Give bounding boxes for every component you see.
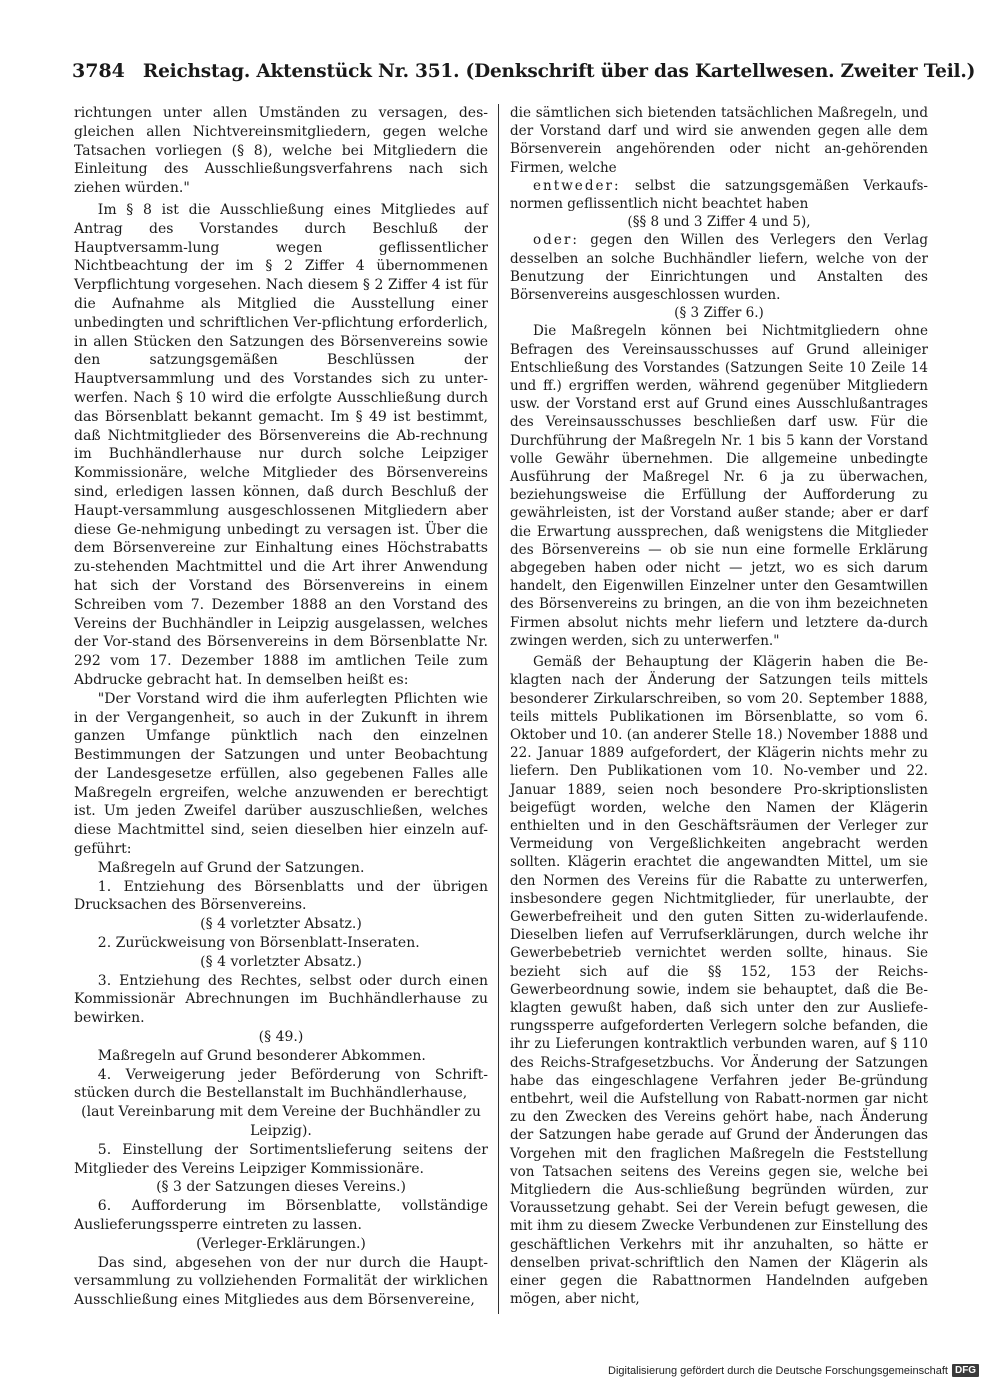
paragraph (510, 213, 928, 231)
paragraph (74, 1141, 488, 1179)
paragraph (510, 104, 928, 177)
paragraph (74, 1066, 488, 1104)
paragraph-text: (§ 4 vorletzter Absatz.) (200, 953, 362, 970)
paragraph (74, 878, 488, 916)
running-title: Reichstag. Aktenstück Nr. 351. (Denkschrift über das Kartellwesen. Zweiter Teil.) (142, 61, 976, 82)
page-number: 3784 (72, 60, 125, 82)
paragraph-text: Die Maßregeln können bei Nichtmitgliedern ohne Befragen des Vereinsausschusses auf Grund alleiniger Entschließung des Vorstandes (Satzungen Seite 10 Zeile 14 und ff.) ergriffen werden, während gegenüber Mitgliedern usw. der Vorstand erst auf Grund eines Ausschlußantrages des Vereinsausschusses beschließen darf usw. Für die Durchführung der Maßregeln Nr. 1 bis 5 kann der Vorstand volle Gewähr übernehmen. Die allgemeine unbedingte Ausführung der Maßregel Nr. 6 ja zu überwachen, beziehungsweise die Erfüllung der Aufforderung zu gewährleisten, ist der Vorstand außer stande; aber er darf die Erwartung aussprechen, daß wenigstens die Mitglieder des Börsenvereins — ob sie nun eine formelle Erklärung abgegeben haben oder nicht — jetzt, wo es sich darum handelt, den Eigenwillen Einzelner unter den Gesamtwillen des Börsenvereins zu bringen, an die von ihm bezeichneten Firmen absolut nichts mehr liefern und letztere da-durch zwingen werden, sich zu unterwerfen." (510, 323, 928, 649)
paragraph-text: (§ 3 Ziffer 6.) (674, 305, 764, 322)
paragraph (74, 1028, 488, 1047)
paragraph-text: richtungen unter allen Umständen zu versagen, des-gleichen allen Nichtvereinsmitgliedern, gegen welche Tatsachen vorliegen (§ 8), welche bei Mitgliedern die Einleitung des Ausschließungsverfahrens nach sich ziehen würden." (74, 105, 488, 197)
paragraph (74, 1254, 488, 1310)
paragraph (74, 1103, 488, 1141)
paragraph (74, 1197, 488, 1235)
paragraph-text: (§§ 8 und 3 Ziffer 4 und 5), (627, 214, 811, 231)
paragraph-text: 3. Entziehung des Rechtes, selbst oder durch einen Kommissionär Abrechnungen im Buchhändlerhause zu bewirken. (74, 972, 488, 1027)
paragraph-text: Maßregeln auf Grund besonderer Abkommen. (97, 1047, 426, 1064)
paragraph (74, 1178, 488, 1197)
paragraph-text: die sämtlichen sich bietenden tatsächlichen Maßregeln, und der Vorstand darf und wird sie anwenden gegen alle dem Börsenverein angehörenden oder nicht an-gehörenden Firmen, welche (510, 105, 928, 176)
paragraph (74, 201, 488, 690)
paragraph-text: 2. Zurückweisung von Börsenblatt-Inseraten. (97, 935, 420, 952)
left-column (74, 104, 488, 1310)
paragraph-text: (Verleger-Erklärungen.) (196, 1235, 366, 1252)
paragraph-text: (§ 4 vorletzter Absatz.) (200, 916, 362, 933)
paragraph-lead: oder: (533, 232, 579, 249)
paragraph-text: "Der Vorstand wird die ihm auferlegten Pflichten wie in der Vergangenheit, so auch in der Zukunft in ihrem ganzen Umfange pünktlich nach den einzelnen Bestimmungen der Satzungen und unter Beobachtung der Landesgesetze erfüllen, also gegebenen Falles alle Maßregeln ergreifen, welche anzuwenden er berechtigt ist. Um jeden Zweifel darüber auszuschließen, welches diese Machtmittel sind, seien dieselben hier einzeln auf-geführt: (74, 690, 488, 858)
credit-text: Digitalisierung gefördert durch die Deutsche Forschungsgemeinschaft (608, 1364, 948, 1377)
paragraph (510, 322, 928, 650)
column-divider (498, 104, 499, 1314)
paragraph-text: 1. Entziehung des Börsenblatts und der übrigen Drucksachen des Börsenvereins. (74, 878, 488, 914)
paragraph-text: (§ 3 der Satzungen dieses Vereins.) (156, 1179, 406, 1196)
paragraph (74, 934, 488, 953)
paragraph (510, 177, 928, 213)
paragraph-text: 4. Verweigerung jeder Beförderung von Schrift-stücken durch die Bestellanstalt im Buchhändlerhause, (74, 1066, 488, 1102)
paragraph-text: 5. Einstellung der Sortimentslieferung seitens der Mitglieder des Vereins Leipziger Kommissionäre. (74, 1141, 488, 1177)
paragraph-text: Maßregeln auf Grund der Satzungen. (97, 859, 365, 876)
paragraph-text: Im § 8 ist die Ausschließung eines Mitgliedes auf Antrag des Vorstandes durch Beschluß der Hauptversamm-lung wegen geflissentlicher Nichtbeachtung der im § 2 Ziffer 4 übernommenen Verpflichtung vorgesehen. Nach diesem § 2 Ziffer 4 ist für die Aufnahme als Mitglied die Ausstellung einer unbedingten und schriftlichen Ver-pflichtung erforderlich, in allen Stücken den Satzungen des Börsenvereins sowie den satzungsgemäßen Beschlüssen der Hauptversammlung und des Vorstandes sich zu unter-werfen. Nach § 10 wird die erfolgte Ausschließung durch das Börsenblatt bekannt gemacht. Im § 49 ist bestimmt, daß Nichtmitglieder des Börsenvereins die Ab-rechnung im Buchhändlerhause nur durch solche Leipziger Kommissionäre, welche Mitglieder des Börsenvereins sind, erledigen lassen können, daß durch Beschluß der Haupt-versammlung ausgeschlossenen Mitgliedern aber diese Ge-nehmigung unbedingt zu versagen ist. Über die dem Börsenvereine zur Einhaltung eines Höchstrabatts zu-stehenden Machtmittel und die Art ihrer Anwendung hat sich der Vorstand des Börsenvereins in einem Schreiben vom 7. Dezember 1888 an den Vorstand des Vereins der Buchhändler in Leipzig ausgelassen, welches der Vor-stand des Börsenvereins in dem Börsenblatte Nr. 292 vom 17. Dezember 1888 im amtlichen Teile zum Abdrucke gebracht hat. In demselben heißt es: (74, 201, 488, 688)
paragraph (74, 915, 488, 934)
dfg-logo: DFG (952, 1364, 979, 1377)
paragraph (74, 859, 488, 878)
paragraph-text: (§ 49.) (258, 1029, 304, 1046)
paragraph (74, 1235, 488, 1254)
paragraph-text: selbst die satzungsgemäßen Verkaufs-normen geflissentlich nicht beachtet haben (510, 177, 928, 213)
paragraph-text: (laut Vereinbarung mit dem Vereine der Buchhändler zu Leipzig). (81, 1104, 481, 1140)
right-column (510, 104, 928, 1308)
paragraph (74, 1047, 488, 1066)
paragraph (510, 304, 928, 322)
paragraph-text: Das sind, abgesehen von der nur durch die Haupt-versammlung zu vollziehenden Formalität der wirklichen Ausschließung eines Mitgliedes aus dem Börsenvereine, (74, 1254, 488, 1309)
paragraph (74, 953, 488, 972)
paragraph-text: Gemäß der Behauptung der Klägerin haben die Be-klagten nach der Änderung der Satzungen teils mittels besonderer Zirkularschreiben, so vom 20. September 1888, teils mittels Publikationen im Börsenblatte, so vom 6. Oktober und 10. (an anderer Stelle 18.) November 1888 und 22. Januar 1889 aufgefordert, der Klägerin nichts mehr zu liefern. Den Publikationen vom 10. No-vember und 22. Januar 1889, seien noch besondere Pro-skriptionslisten beigefügt worden, welche den Namen der Klägerin enthielten und in den Geschäftsräumen der Verleger zur Vermeidung von Vergeßlichkeiten angebracht werden sollten. Klägerin erachtet die angewandten Mittel, um sie den Normen des Vereins für die Rabatte zu unterwerfen, insbesondere gegen Nichtmitglieder, für unerlaubte, der Gewerbefreiheit und den guten Sitten zu-widerlaufende. Dieselben liefen auf Verrufserklärungen, durch welche ihr Gewerbebetrieb vernichtet werden sollte, hinaus. Sie bezieht sich auf die §§ 152, 153 der Reichs-Gewerbeordnung sowie, indem sie behauptet, daß die Be-klagten gewußt haben, daß sich unter den zur Ausliefe-rungssperre aufgeforderten Verlegern solche befanden, die ihr zu Lieferungen kontraktlich verbunden waren, auf § 110 des Reichs-Strafgesetzbuchs. Vor Änderung der Satzungen habe das eingeschlagene Verfahren jeder Be-gründung entbehrt, weil die Aufstellung von Rabatt-normen gar nicht zu den Zwecken des Vereins gehört habe, nach Änderung der Satzungen habe gerade auf Grund der Änderungen das Vorgehen mit den fraglichen Maßregeln die Feststellung von Tatsachen seitens des Vereins gegen sie, welche bei Mitgliedern die Aus-schließung begründen würden, zur Voraussetzung gehabt. Sei der Verein befugt gewesen, die mit ihm zu diesem Zwecke Verbundenen zur Einstellung des geschäftlichen Verkehrs mit ihr anzuhalten, so hätte er denselben privat-schriftlich den Namen der Klägerin als einer gegen die Rabattnormen Handelnden aufgeben mögen, aber nicht, (510, 654, 928, 1308)
paragraph (74, 972, 488, 1028)
paragraph-text: 6. Aufforderung im Börsenblatte, vollständige Auslieferungssperre eintreten zu lassen. (74, 1198, 488, 1234)
page-header (72, 60, 976, 90)
paragraph-lead: entweder: (533, 177, 621, 194)
paragraph (74, 690, 488, 859)
paragraph (74, 104, 488, 198)
paragraph (510, 231, 928, 304)
footer-credit (608, 1364, 979, 1377)
paragraph-text: gegen den Willen des Verlegers den Verlag desselben an solche Buchhändler liefern, welche von der Benutzung der Einrichtungen und Anstalten des Börsenvereins ausgeschlossen wurden. (510, 232, 928, 304)
paragraph (510, 653, 928, 1308)
